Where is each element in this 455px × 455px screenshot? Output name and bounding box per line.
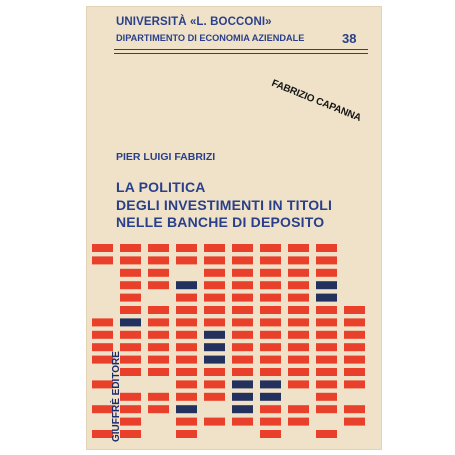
pattern-bar bbox=[204, 380, 225, 388]
pattern-bar bbox=[92, 331, 113, 339]
pattern-bar bbox=[204, 368, 225, 376]
pattern-bar bbox=[316, 306, 337, 314]
pattern-bar bbox=[260, 318, 281, 326]
pattern-bar bbox=[260, 269, 281, 277]
pattern-bar bbox=[148, 306, 169, 314]
pattern-bar bbox=[204, 393, 225, 401]
pattern-bar bbox=[204, 281, 225, 289]
pattern-bar bbox=[288, 418, 309, 426]
pattern-bar bbox=[288, 256, 309, 264]
pattern-bar bbox=[176, 281, 197, 289]
pattern-bar bbox=[120, 294, 141, 302]
pattern-bar bbox=[288, 343, 309, 351]
pattern-bar bbox=[232, 356, 253, 364]
pattern-bar bbox=[120, 368, 141, 376]
pattern-bar bbox=[148, 331, 169, 339]
pattern-bar bbox=[288, 380, 309, 388]
pattern-bar bbox=[232, 331, 253, 339]
pattern-bar bbox=[92, 343, 113, 351]
pattern-bar bbox=[120, 356, 141, 364]
pattern-bar bbox=[120, 306, 141, 314]
pattern-bar bbox=[176, 368, 197, 376]
pattern-bar bbox=[316, 281, 337, 289]
series-department: DIPARTIMENTO DI ECONOMIA AZIENDALE bbox=[116, 33, 305, 43]
pattern-bar bbox=[176, 356, 197, 364]
series-university: UNIVERSITÀ «L. BOCCONI» bbox=[116, 16, 272, 28]
pattern-bar bbox=[148, 281, 169, 289]
pattern-bar bbox=[120, 343, 141, 351]
pattern-bar bbox=[92, 318, 113, 326]
pattern-bar bbox=[148, 244, 169, 252]
pattern-bar bbox=[316, 294, 337, 302]
pattern-bar bbox=[288, 318, 309, 326]
pattern-bar bbox=[204, 331, 225, 339]
decorative-bar-pattern bbox=[86, 6, 382, 450]
pattern-bar bbox=[148, 269, 169, 277]
title-line: LA POLITICA bbox=[116, 179, 206, 195]
pattern-bar bbox=[316, 343, 337, 351]
pattern-bar bbox=[288, 294, 309, 302]
pattern-bar bbox=[120, 281, 141, 289]
pattern-bar bbox=[344, 331, 365, 339]
pattern-bar bbox=[148, 405, 169, 413]
pattern-bar bbox=[316, 393, 337, 401]
pattern-bar bbox=[120, 256, 141, 264]
pattern-bar bbox=[232, 418, 253, 426]
pattern-bar bbox=[204, 418, 225, 426]
pattern-bar bbox=[288, 281, 309, 289]
pattern-bar bbox=[176, 306, 197, 314]
pattern-bar bbox=[92, 356, 113, 364]
pattern-bar bbox=[232, 256, 253, 264]
pattern-bar bbox=[148, 318, 169, 326]
pattern-bar bbox=[260, 368, 281, 376]
pattern-bar bbox=[288, 368, 309, 376]
pattern-bar bbox=[260, 380, 281, 388]
pattern-bar bbox=[344, 418, 365, 426]
pattern-bar bbox=[288, 356, 309, 364]
pattern-bar bbox=[204, 294, 225, 302]
pattern-bar bbox=[232, 405, 253, 413]
pattern-bar bbox=[316, 244, 337, 252]
pattern-bar bbox=[232, 380, 253, 388]
pattern-bar bbox=[260, 405, 281, 413]
author-name: PIER LUIGI FABRIZI bbox=[116, 151, 216, 163]
pattern-bar bbox=[344, 380, 365, 388]
pattern-bar bbox=[316, 430, 337, 438]
pattern-bar bbox=[232, 294, 253, 302]
pattern-bar bbox=[92, 380, 113, 388]
pattern-bar bbox=[260, 343, 281, 351]
pattern-bar bbox=[260, 430, 281, 438]
pattern-bar bbox=[344, 368, 365, 376]
pattern-bar bbox=[176, 405, 197, 413]
pattern-bar bbox=[316, 269, 337, 277]
pattern-bar bbox=[288, 306, 309, 314]
pattern-bar bbox=[344, 318, 365, 326]
pattern-bar bbox=[120, 318, 141, 326]
pattern-bar bbox=[176, 256, 197, 264]
pattern-bar bbox=[204, 356, 225, 364]
pattern-bar bbox=[176, 343, 197, 351]
pattern-bar bbox=[232, 244, 253, 252]
pattern-bar bbox=[148, 256, 169, 264]
pattern-bar bbox=[316, 405, 337, 413]
pattern-bar bbox=[344, 356, 365, 364]
pattern-bar bbox=[176, 430, 197, 438]
pattern-bar bbox=[92, 405, 113, 413]
publisher-name: GIUFFRÈ EDITORE bbox=[111, 351, 122, 442]
pattern-bar bbox=[176, 393, 197, 401]
pattern-bar bbox=[176, 244, 197, 252]
pattern-bar bbox=[288, 405, 309, 413]
pattern-bar bbox=[120, 430, 141, 438]
pattern-bar bbox=[288, 244, 309, 252]
pattern-bar bbox=[232, 343, 253, 351]
pattern-bar bbox=[120, 331, 141, 339]
pattern-bar bbox=[120, 418, 141, 426]
pattern-bar bbox=[120, 269, 141, 277]
pattern-bar bbox=[204, 269, 225, 277]
pattern-bar bbox=[288, 269, 309, 277]
pattern-bar bbox=[204, 318, 225, 326]
pattern-bar bbox=[176, 418, 197, 426]
pattern-bar bbox=[316, 256, 337, 264]
title-line: NELLE BANCHE DI DEPOSITO bbox=[116, 214, 325, 230]
pattern-bar bbox=[260, 294, 281, 302]
pattern-bar bbox=[288, 331, 309, 339]
pattern-bar bbox=[176, 294, 197, 302]
pattern-bar bbox=[232, 318, 253, 326]
pattern-bar bbox=[316, 356, 337, 364]
pattern-bar bbox=[176, 331, 197, 339]
owner-stamp: FABRIZIO CAPANNA bbox=[269, 78, 363, 124]
book-cover bbox=[86, 6, 382, 450]
pattern-bar bbox=[120, 393, 141, 401]
pattern-bar bbox=[232, 393, 253, 401]
pattern-bar bbox=[148, 356, 169, 364]
pattern-bar bbox=[148, 368, 169, 376]
pattern-bar bbox=[260, 418, 281, 426]
pattern-bar bbox=[148, 393, 169, 401]
title-line: DEGLI INVESTIMENTI IN TITOLI bbox=[116, 196, 333, 213]
pattern-bar bbox=[260, 306, 281, 314]
pattern-bar bbox=[316, 380, 337, 388]
pattern-bar bbox=[92, 244, 113, 252]
pattern-bar bbox=[260, 331, 281, 339]
pattern-bar bbox=[260, 256, 281, 264]
pattern-bar bbox=[232, 368, 253, 376]
pattern-bar bbox=[260, 244, 281, 252]
pattern-bar bbox=[204, 244, 225, 252]
pattern-bar bbox=[92, 430, 113, 438]
pattern-bar bbox=[344, 405, 365, 413]
pattern-bar bbox=[260, 356, 281, 364]
pattern-bar bbox=[120, 244, 141, 252]
pattern-bar bbox=[232, 281, 253, 289]
pattern-bar bbox=[316, 318, 337, 326]
pattern-bar bbox=[344, 343, 365, 351]
pattern-bar bbox=[316, 331, 337, 339]
pattern-bar bbox=[148, 343, 169, 351]
pattern-bar bbox=[176, 380, 197, 388]
pattern-bar bbox=[176, 318, 197, 326]
pattern-bar bbox=[344, 306, 365, 314]
pattern-bar bbox=[92, 256, 113, 264]
pattern-bar bbox=[232, 269, 253, 277]
pattern-bar bbox=[232, 306, 253, 314]
pattern-bar bbox=[260, 393, 281, 401]
pattern-bar bbox=[204, 256, 225, 264]
series-number: 38 bbox=[342, 31, 357, 46]
pattern-bar bbox=[204, 343, 225, 351]
pattern-bar bbox=[120, 405, 141, 413]
pattern-bar bbox=[204, 306, 225, 314]
pattern-bar bbox=[260, 281, 281, 289]
pattern-bar bbox=[316, 368, 337, 376]
